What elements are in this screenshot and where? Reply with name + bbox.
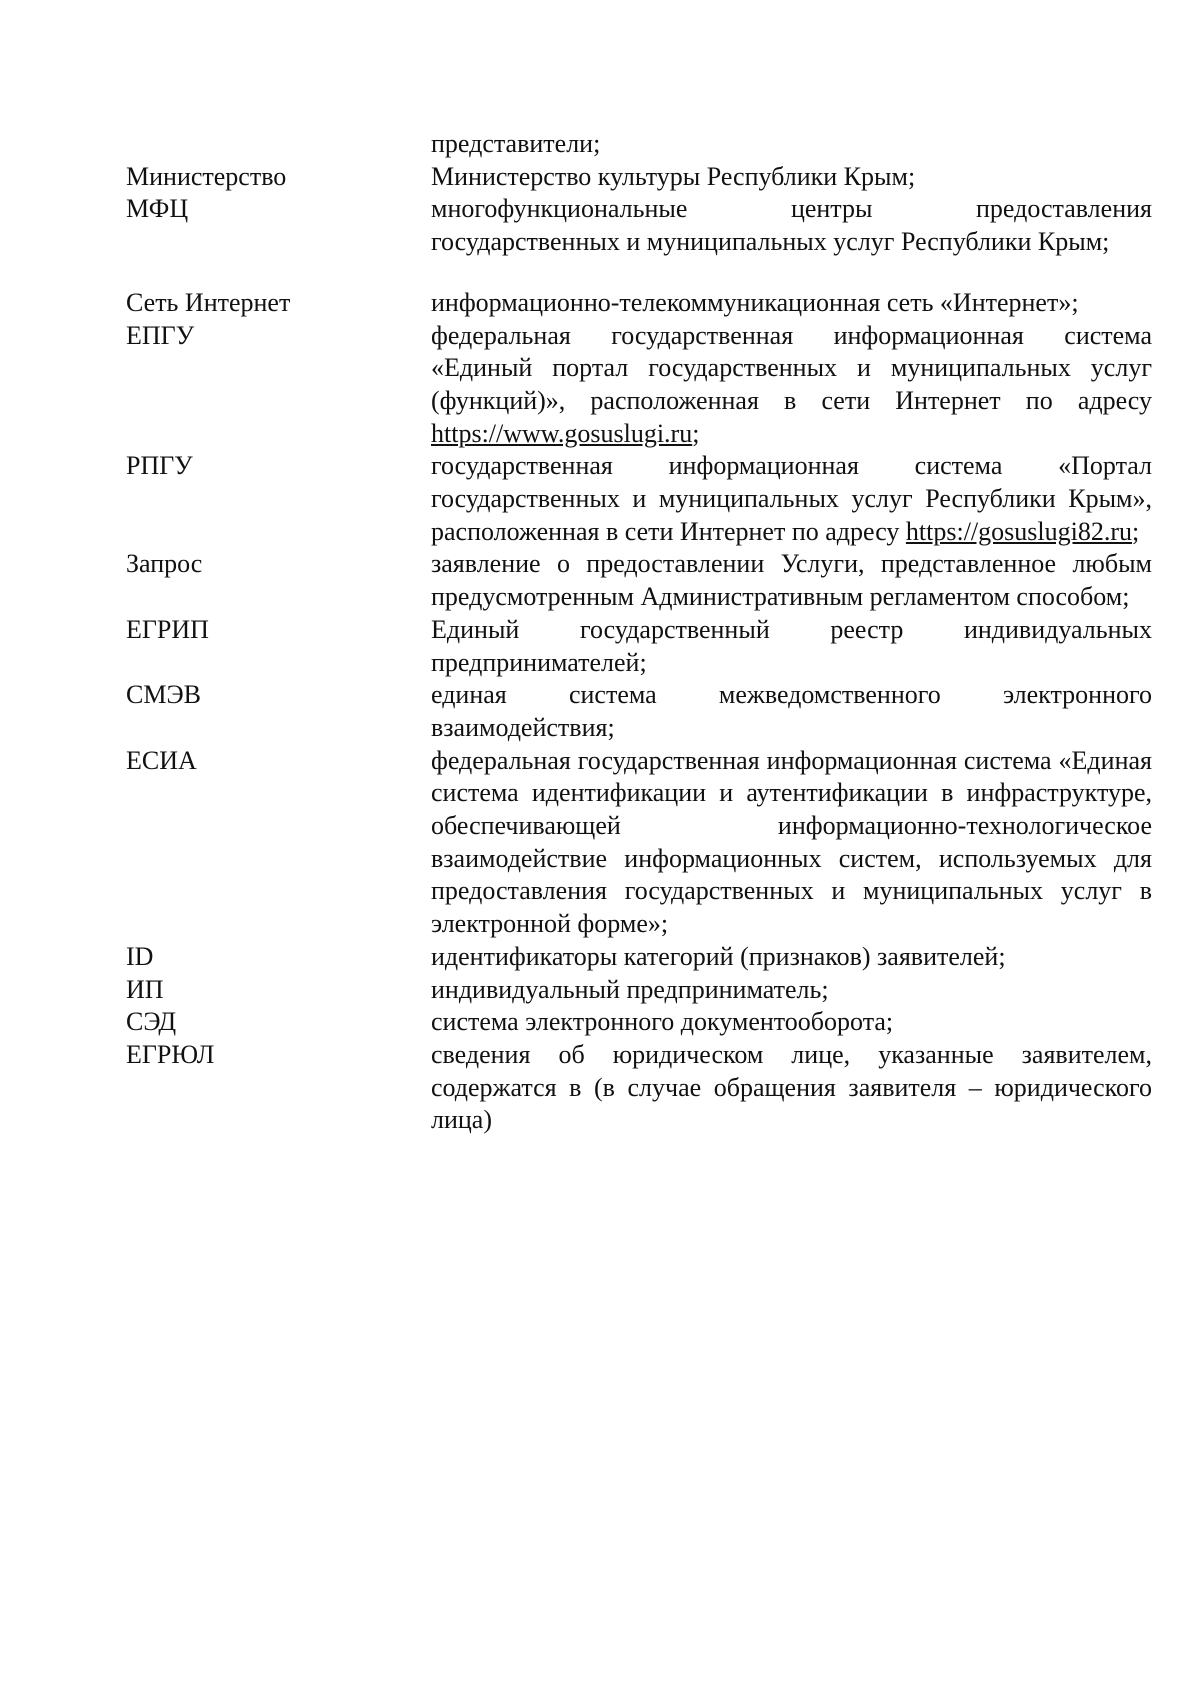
glossary-term-epgu: ЕПГУ xyxy=(126,320,195,350)
glossary-row-esia xyxy=(126,745,1152,941)
rpgu-definition-text: государственная информационная система «Портал государственных и муниципальных услуг Республики Крым», расположенная в сети Интернет по адресу xyxy=(431,451,1152,546)
glossary-term-ip: ИП xyxy=(126,974,164,1004)
glossary-term-internet: Сеть Интернет xyxy=(126,287,291,317)
glossary-definition-egrul: сведения об юридическом лице, указанные заявителем, содержатся в (в случае обращения заявителя – юридического лица) xyxy=(431,1039,1152,1135)
glossary-definition-mfc: многофункциональные центры предоставления государственных и муниципальных услуг Республики Крым; xyxy=(431,194,1152,257)
glossary-row-egrip xyxy=(126,614,1152,679)
glossary-row-mfc xyxy=(126,193,1152,258)
glossary-term-sed: СЭД xyxy=(126,1007,177,1037)
glossary-definition-sed: система электронного документооборота; xyxy=(431,1007,894,1037)
glossary-definition-ip: индивидуальный предприниматель; xyxy=(431,974,829,1004)
glossary-definition-id: идентификаторы категорий (признаков) заявителей; xyxy=(431,941,1006,971)
glossary-row-ministry xyxy=(126,161,1152,194)
glossary-row-egrul xyxy=(126,1039,1152,1137)
glossary-row-rpgu xyxy=(126,450,1152,548)
glossary-definition-continuation: представители; xyxy=(431,129,601,158)
glossary-row-sed xyxy=(126,1006,1152,1039)
glossary-row-id xyxy=(126,941,1152,974)
glossary-term-esia: ЕСИА xyxy=(126,745,197,775)
glossary-definition-epgu xyxy=(431,320,1152,451)
glossary-row-epgu xyxy=(126,320,1152,451)
glossary-term-ministry: Министерство xyxy=(126,161,287,191)
glossary-row-ip xyxy=(126,974,1152,1007)
glossary-definition-internet: информационно-телекоммуникационная сеть «Интернет»; xyxy=(431,287,1079,317)
glossary-definition-rpgu xyxy=(431,450,1152,548)
glossary-definition-smev: единая система межведомственного электронного взаимодействия; xyxy=(431,680,1152,742)
rpgu-definition-tail: ; xyxy=(1131,516,1140,546)
rpgu-url-link[interactable]: https://gosuslugi82.ru xyxy=(905,516,1132,546)
glossary-term-mfc: МФЦ xyxy=(126,194,189,224)
glossary-definition-ministry: Министерство культуры Республики Крым; xyxy=(431,161,916,191)
epgu-definition-text: федеральная государственная информационная система «Единый портал государственных и муниципальных услуг (функций)», расположенная в сети Интернет по адресу xyxy=(431,320,1152,415)
glossary-definition-request: заявление о предоставлении Услуги, представленное любым предусмотренным Административным регламентом способом; xyxy=(431,549,1152,612)
glossary-term-request: Запрос xyxy=(126,549,203,579)
glossary-term-egrip: ЕГРИП xyxy=(126,614,209,644)
glossary-definition-egrip: Единый государственный реестр индивидуальных предпринимателей; xyxy=(431,614,1152,677)
glossary-term-smev: СМЭВ xyxy=(126,680,201,710)
glossary-row-smev xyxy=(126,679,1152,744)
glossary-row-internet xyxy=(126,287,1152,320)
glossary-term-rpgu: РПГУ xyxy=(126,451,193,481)
epgu-definition-tail: ; xyxy=(692,418,700,448)
glossary-row-continuation xyxy=(126,128,1152,161)
glossary-term-id: ID xyxy=(126,941,154,971)
epgu-url-link[interactable]: https://www.gosuslugi.ru xyxy=(431,418,693,448)
glossary-row-request xyxy=(126,548,1152,613)
glossary-definition-esia: федеральная государственная информационная система «Единая система идентификации и аутентификации в инфраструктуре, обеспечивающей информационно-технологическое взаимодействие информационных систем, используемых для предоставления государственных и муниципальных услуг в электронной форме»; xyxy=(431,745,1152,939)
glossary-term-egrul: ЕГРЮЛ xyxy=(126,1039,215,1069)
blank-line xyxy=(126,259,1152,287)
abbreviations-glossary xyxy=(126,128,1152,1137)
